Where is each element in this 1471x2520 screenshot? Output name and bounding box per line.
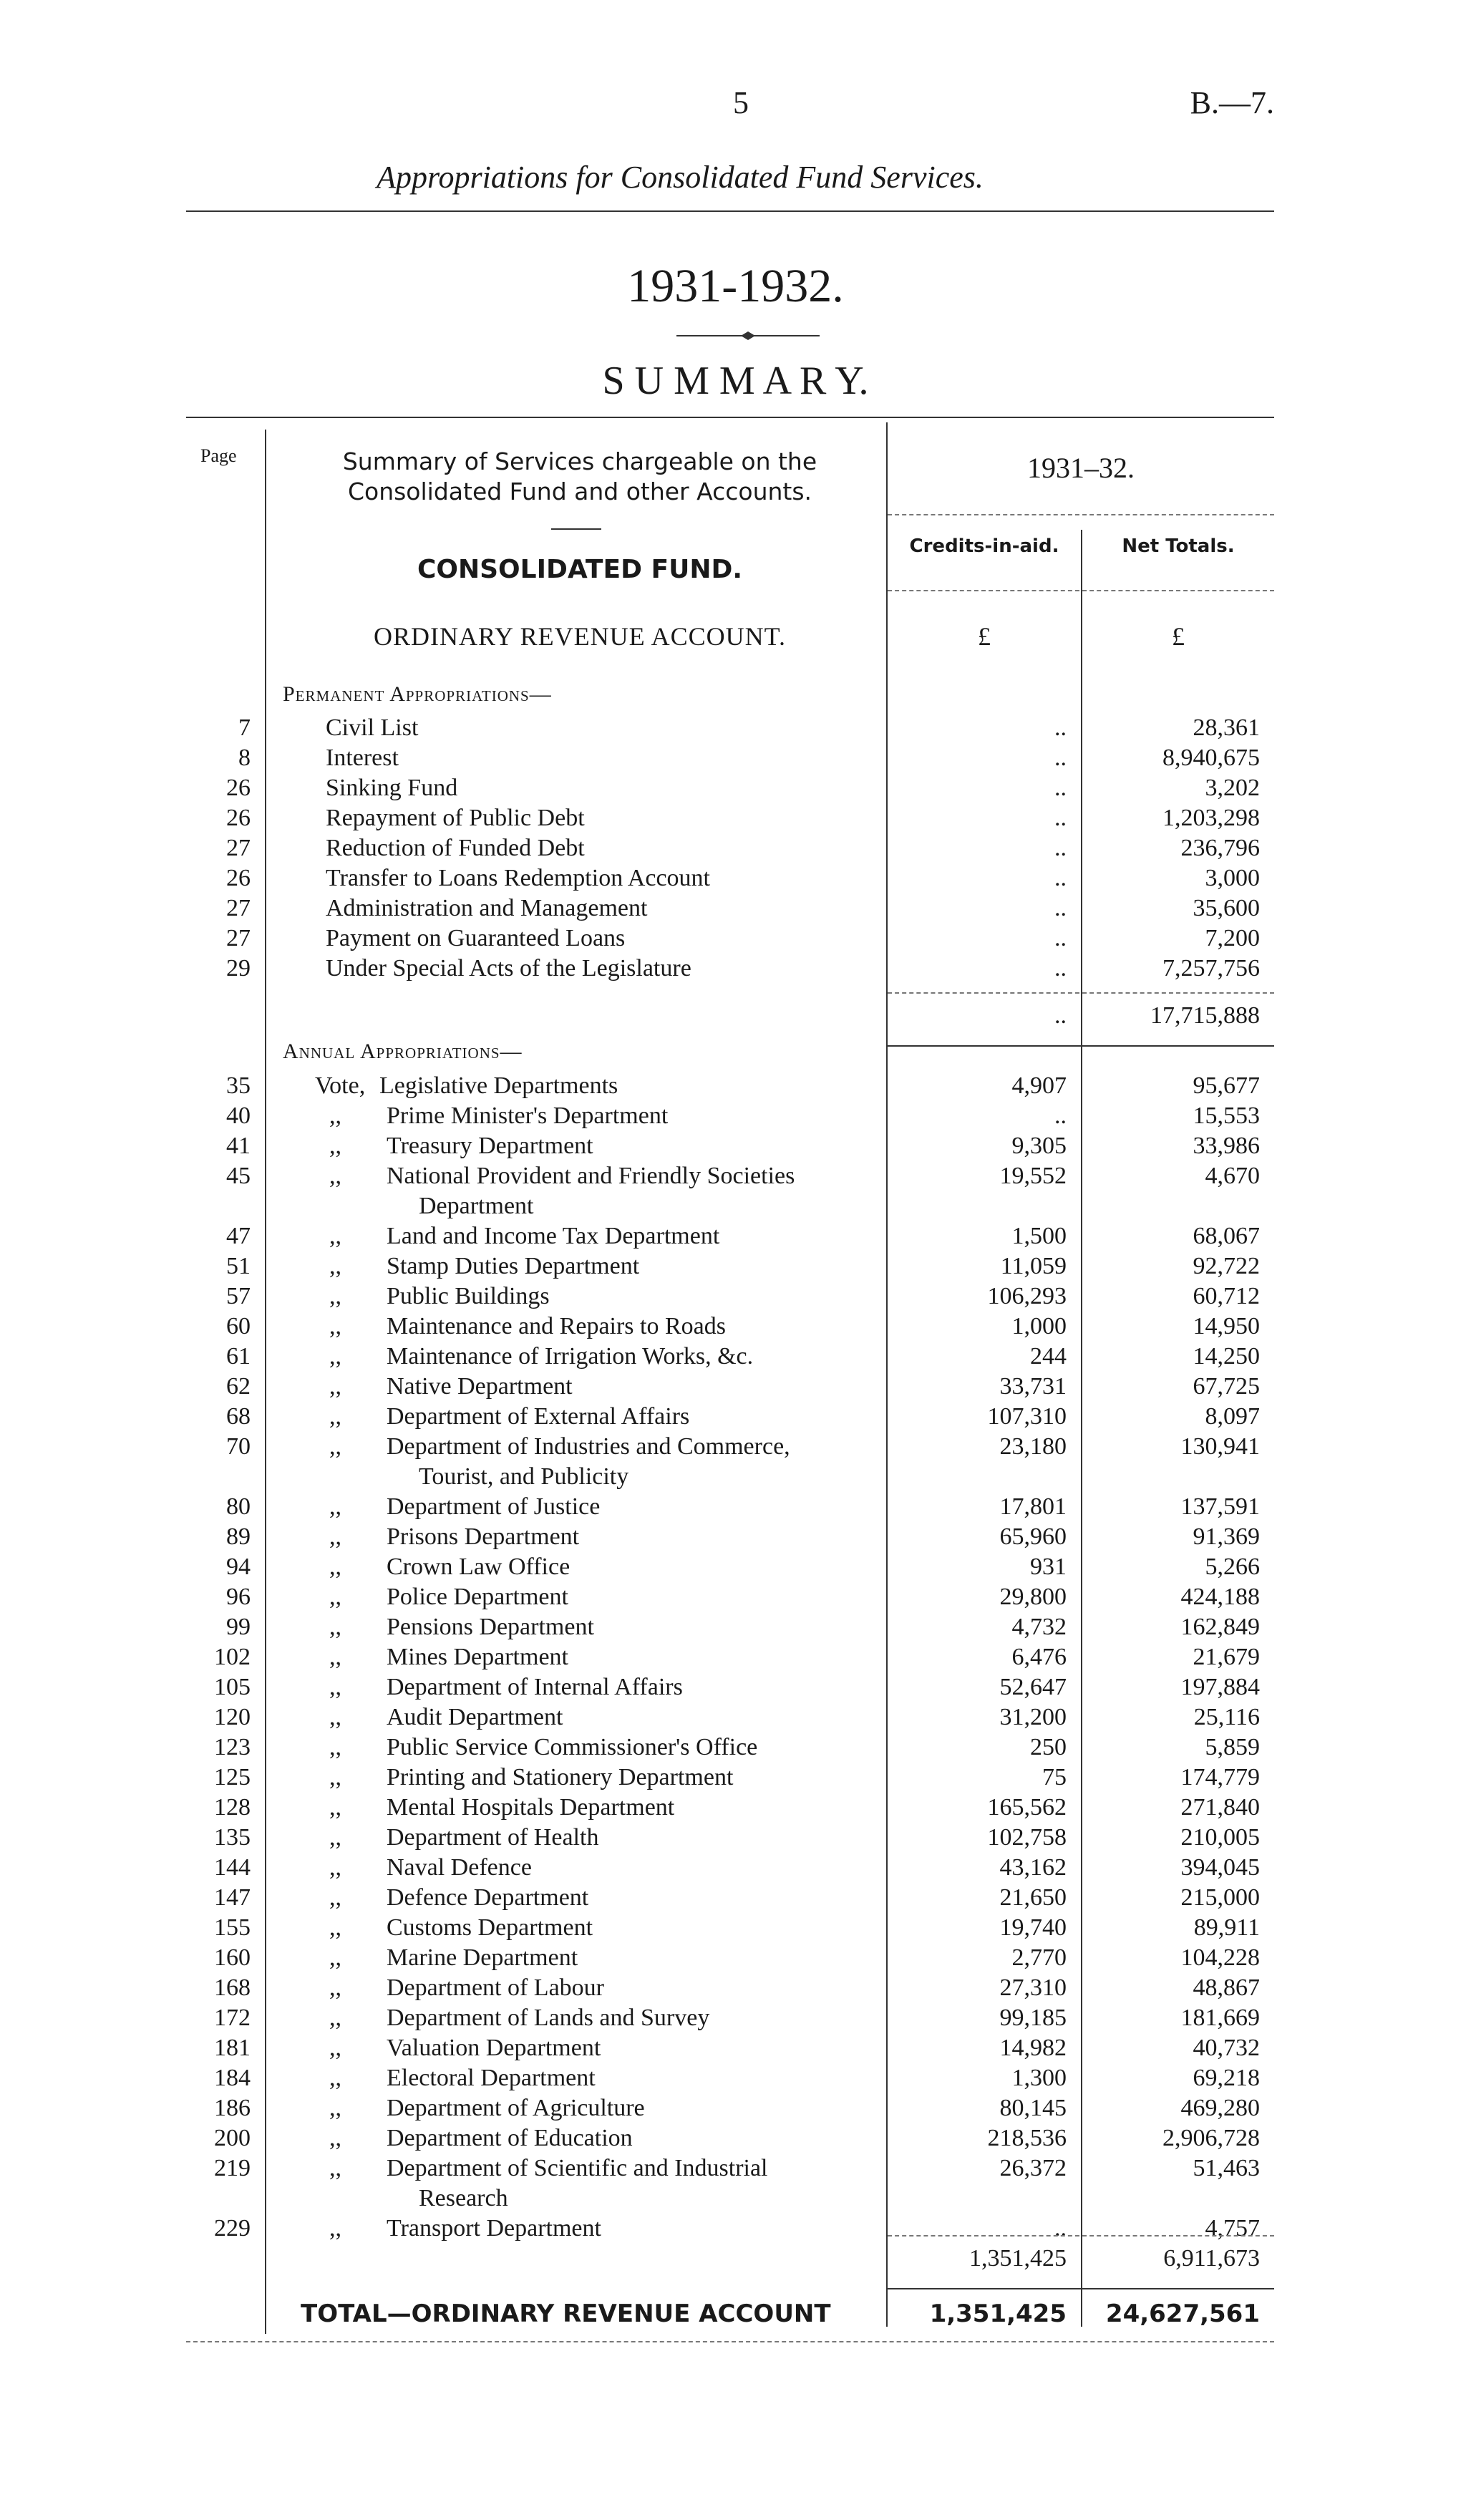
row-page-ref: 27 [226,895,251,921]
table-row [0,1853,1471,1883]
row-credits-in-aid: .. [1054,1102,1067,1129]
row-description-continuation: Tourist, and Publicity [419,1463,629,1490]
row-page-ref: 57 [226,1283,251,1309]
row-ditto-prefix: ,, [329,1584,341,1610]
row-description: Printing and Stationery Department [387,1764,734,1790]
row-ditto-prefix: ,, [329,1944,341,1971]
row-credits-in-aid: 21,650 [999,1884,1067,1911]
row-net-total: 130,941 [1180,1433,1260,1460]
row-page-ref: 168 [214,1974,251,2001]
table-row [0,1522,1471,1552]
row-credits-in-aid: 106,293 [987,1283,1067,1309]
row-credits-in-aid: 1,500 [1011,1223,1067,1249]
table-row [0,1702,1471,1732]
table-row [0,1582,1471,1612]
row-ditto-prefix: ,, [329,1133,341,1159]
row-description: Maintenance of Irrigation Works, &c. [387,1343,754,1370]
table-row [0,2033,1471,2063]
row-net-total: 21,679 [1193,1644,1260,1670]
row-net-total: 60,712 [1193,1283,1260,1309]
row-net-total: 424,188 [1180,1584,1260,1610]
row-page-ref: 155 [214,1914,251,1941]
row-page-ref: 94 [226,1554,251,1580]
table-row [0,1161,1471,1191]
row-net-total: 40,732 [1193,2035,1260,2061]
row-credits-in-aid: .. [1054,714,1067,741]
row-net-total: 5,266 [1205,1554,1260,1580]
row-net-total: 1,203,298 [1162,805,1260,831]
row-page-ref: 102 [214,1644,251,1670]
row-ditto-prefix: ,, [329,1253,341,1279]
row-credits-in-aid: 244 [1030,1343,1067,1370]
row-page-ref: 29 [226,955,251,982]
row-credits-in-aid: 80,145 [999,2095,1067,2121]
row-credits-in-aid: 931 [1030,1554,1067,1580]
year-heading: 1931–32. [1027,452,1135,484]
row-page-ref: 61 [226,1343,251,1370]
table-row [0,1552,1471,1582]
row-description: Civil List [326,714,419,741]
row-net-total: 67,725 [1193,1373,1260,1400]
row-description: Prisons Department [387,1523,580,1550]
row-page-ref: 186 [214,2095,251,2121]
table-row [0,954,1471,984]
permanent-subtotal-top-rule [888,992,1274,994]
row-description: Department of Scientific and Industrial [387,2155,768,2181]
row-page-ref: 160 [214,1944,251,1971]
row-net-total: 162,849 [1180,1614,1260,1640]
row-net-total: 89,911 [1193,1914,1260,1941]
row-net-total: 28,361 [1193,714,1260,741]
row-description: Department of Industries and Commerce, [387,1433,790,1460]
row-credits-in-aid: 1,300 [1011,2065,1067,2091]
row-ditto-prefix: ,, [329,1403,341,1430]
table-row [0,833,1471,863]
row-page-ref: 26 [226,805,251,831]
row-ditto-prefix: ,, [329,1523,341,1550]
table-row [0,2123,1471,2153]
table-row [0,1071,1471,1101]
table-row [0,2003,1471,2033]
row-description: Defence Department [387,1884,589,1911]
row-description: Treasury Department [387,1133,593,1159]
row-page-ref: 96 [226,1584,251,1610]
credits-heading: Credits-in-aid. [909,536,1059,557]
row-description: Prime Minister's Department [387,1102,669,1129]
row-page-ref: 184 [214,2065,251,2091]
net-currency: £ [1172,622,1185,651]
row-page-ref: 219 [214,2155,251,2181]
table-row [0,1793,1471,1823]
table-row [0,1281,1471,1312]
row-page-ref: 68 [226,1403,251,1430]
row-description: Valuation Department [387,2035,601,2061]
table-row [0,1823,1471,1853]
fund-heading: CONSOLIDATED FUND. [417,555,743,584]
row-credits-in-aid: 26,372 [999,2155,1067,2181]
row-page-ref: 181 [214,2035,251,2061]
grand-total-credits: 1,351,425 [929,2300,1067,2328]
row-description: Department of External Affairs [387,1403,690,1430]
row-description: Public Service Commissioner's Office [387,1734,758,1760]
row-page-ref: 200 [214,2125,251,2151]
table-row [0,1372,1471,1402]
row-net-total: 51,463 [1193,2155,1260,2181]
row-credits-in-aid: 4,732 [1011,1614,1067,1640]
row-description: Land and Income Tax Department [387,1223,720,1249]
row-description-continuation: Research [419,2185,508,2211]
row-description: Marine Department [387,1944,578,1971]
row-page-ref: 80 [226,1493,251,1520]
row-ditto-prefix: ,, [329,1313,341,1339]
annual-subtotal-credits: 1,351,425 [969,2245,1067,2272]
table-row [0,1312,1471,1342]
table-row-continuation [0,1191,1471,1221]
row-ditto-prefix: ,, [329,1223,341,1249]
permanent-appropriations-heading: Permanent Appropriations— [283,682,552,706]
row-net-total: 14,250 [1193,1343,1260,1370]
table-row [0,2153,1471,2184]
row-net-total: 394,045 [1180,1854,1260,1881]
row-credits-in-aid: 65,960 [999,1523,1067,1550]
row-page-ref: 172 [214,2005,251,2031]
credits-currency: £ [978,622,991,651]
row-ditto-prefix: ,, [329,1884,341,1911]
row-page-ref: 128 [214,1794,251,1821]
page-column-heading: Page [200,445,237,466]
row-description: Department of Agriculture [387,2095,645,2121]
row-credits-in-aid: .. [1054,835,1067,861]
row-credits-in-aid: 9,305 [1011,1133,1067,1159]
table-row [0,803,1471,833]
row-page-ref: 123 [214,1734,251,1760]
row-credits-in-aid: 218,536 [987,2125,1067,2151]
row-net-total: 3,000 [1205,865,1260,891]
row-description: Sinking Fund [326,775,458,801]
row-credits-in-aid: 107,310 [987,1403,1067,1430]
row-credits-in-aid: .. [1054,955,1067,982]
row-credits-in-aid: 75 [1042,1764,1067,1790]
row-description: Stamp Duties Department [387,1253,640,1279]
row-description: Legislative Departments [379,1072,618,1099]
row-net-total: 8,097 [1205,1403,1260,1430]
row-description: Crown Law Office [387,1554,571,1580]
row-credits-in-aid: .. [1054,805,1067,831]
grand-total-net: 24,627,561 [1105,2300,1260,2328]
row-ditto-prefix: ,, [329,2035,341,2061]
table-row [0,1943,1471,1973]
table-row [0,2063,1471,2093]
row-ditto-prefix: ,, [329,1614,341,1640]
row-ditto-prefix: Vote, [315,1072,366,1099]
row-page-ref: 27 [226,835,251,861]
row-net-total: 3,202 [1205,775,1260,801]
row-credits-in-aid: .. [1054,2215,1067,2242]
table-row [0,713,1471,743]
row-page-ref: 45 [226,1163,251,1189]
row-page-ref: 8 [238,745,251,771]
row-credits-in-aid: .. [1054,925,1067,951]
row-ditto-prefix: ,, [329,1373,341,1400]
row-credits-in-aid: 31,200 [999,1704,1067,1730]
row-credits-in-aid: 250 [1030,1734,1067,1760]
row-page-ref: 125 [214,1764,251,1790]
annual-subtotal-net: 6,911,673 [1163,2245,1260,2272]
table-row [0,1672,1471,1702]
summary-title: S U M M A R Y. [602,359,869,403]
row-ditto-prefix: ,, [329,2095,341,2121]
row-credits-in-aid: .. [1054,745,1067,771]
row-page-ref: 26 [226,865,251,891]
table-row [0,773,1471,803]
table-row [0,1612,1471,1642]
row-credits-in-aid: 33,731 [999,1373,1067,1400]
row-credits-in-aid: 29,800 [999,1584,1067,1610]
row-ditto-prefix: ,, [329,2005,341,2031]
row-page-ref: 47 [226,1223,251,1249]
row-ditto-prefix: ,, [329,2155,341,2181]
row-ditto-prefix: ,, [329,1914,341,1941]
row-net-total: 174,779 [1180,1764,1260,1790]
row-net-total: 14,950 [1193,1313,1260,1339]
grand-total-label: TOTAL—ORDINARY REVENUE ACCOUNT [301,2300,831,2328]
row-credits-in-aid: 43,162 [999,1854,1067,1881]
table-row [0,1492,1471,1522]
row-net-total: 197,884 [1180,1674,1260,1700]
row-credits-in-aid: 99,185 [999,2005,1067,2031]
row-page-ref: 51 [226,1253,251,1279]
row-credits-in-aid: 102,758 [987,1824,1067,1851]
row-ditto-prefix: ,, [329,1163,341,1189]
account-heading: ORDINARY REVENUE ACCOUNT. [373,622,786,651]
row-net-total: 181,669 [1180,2005,1260,2031]
row-description: Repayment of Public Debt [326,805,585,831]
row-ditto-prefix: ,, [329,1794,341,1821]
row-page-ref: 60 [226,1313,251,1339]
table-row [0,1763,1471,1793]
row-description: Under Special Acts of the Legislature [326,955,691,982]
row-page-ref: 229 [214,2215,251,2242]
table-row-continuation [0,2184,1471,2214]
row-net-total: 68,067 [1193,1223,1260,1249]
net-totals-heading: Net Totals. [1122,536,1235,557]
running-title: Appropriations for Consolidated Fund Services. [377,160,984,195]
table-row [0,863,1471,893]
row-ditto-prefix: ,, [329,2215,341,2242]
row-description: Audit Department [387,1704,563,1730]
row-net-total: 95,677 [1193,1072,1260,1099]
row-net-total: 4,670 [1205,1163,1260,1189]
row-credits-in-aid: .. [1054,775,1067,801]
row-ditto-prefix: ,, [329,1674,341,1700]
row-ditto-prefix: ,, [329,1854,341,1881]
row-ditto-prefix: ,, [329,1974,341,2001]
row-page-ref: 99 [226,1614,251,1640]
row-credits-in-aid: 6,476 [1011,1644,1067,1670]
row-net-total: 104,228 [1180,1944,1260,1971]
row-net-total: 4,757 [1205,2215,1260,2242]
row-ditto-prefix: ,, [329,1704,341,1730]
row-page-ref: 41 [226,1133,251,1159]
row-page-ref: 144 [214,1854,251,1881]
row-description: Mental Hospitals Department [387,1794,675,1821]
permanent-subtotal-credits: .. [1054,1002,1067,1029]
row-credits-in-aid: 19,740 [999,1914,1067,1941]
row-description: Mines Department [387,1644,568,1670]
row-page-ref: 62 [226,1373,251,1400]
row-page-ref: 147 [214,1884,251,1911]
row-ditto-prefix: ,, [329,1102,341,1129]
row-credits-in-aid: 17,801 [999,1493,1067,1520]
table-row [0,2093,1471,2123]
row-net-total: 91,369 [1193,1523,1260,1550]
table-row [0,893,1471,924]
row-net-total: 210,005 [1180,1824,1260,1851]
table-row [0,1432,1471,1462]
row-ditto-prefix: ,, [329,1644,341,1670]
row-description: Administration and Management [326,895,648,921]
row-description: Department of Education [387,2125,633,2151]
row-net-total: 25,116 [1193,1704,1260,1730]
table-row [0,1101,1471,1131]
row-description: Department of Internal Affairs [387,1674,683,1700]
table-row-continuation [0,1462,1471,1492]
row-ditto-prefix: ,, [329,1824,341,1851]
row-ditto-prefix: ,, [329,1764,341,1790]
permanent-subtotal-net: 17,715,888 [1150,1002,1260,1029]
row-net-total: 7,257,756 [1162,955,1260,982]
row-credits-in-aid: 2,770 [1011,1944,1067,1971]
row-description-continuation: Department [419,1193,534,1219]
row-net-total: 5,859 [1205,1734,1260,1760]
table-row [0,1131,1471,1161]
year-title: 1931-1932. [627,260,844,312]
row-description: Reduction of Funded Debt [326,835,585,861]
row-description: National Provident and Friendly Societies [387,1163,795,1189]
table-row [0,1221,1471,1251]
row-description: Naval Defence [387,1854,532,1881]
row-page-ref: 27 [226,925,251,951]
table-row [0,1913,1471,1943]
row-ditto-prefix: ,, [329,1493,341,1520]
row-credits-in-aid: 14,982 [999,2035,1067,2061]
row-description: Public Buildings [387,1283,550,1309]
row-credits-in-aid: 4,907 [1011,1072,1067,1099]
row-ditto-prefix: ,, [329,1734,341,1760]
row-net-total: 48,867 [1193,1974,1260,2001]
row-page-ref: 70 [226,1433,251,1460]
row-description: Department of Lands and Survey [387,2005,710,2031]
row-net-total: 8,940,675 [1162,745,1260,771]
row-credits-in-aid: 19,552 [999,1163,1067,1189]
row-net-total: 236,796 [1180,835,1260,861]
row-page-ref: 135 [214,1824,251,1851]
row-description: Transfer to Loans Redemption Account [326,865,710,891]
row-ditto-prefix: ,, [329,1433,341,1460]
permanent-subtotal-bottom-rule [888,1045,1274,1047]
row-net-total: 92,722 [1193,1253,1260,1279]
table-row [0,2214,1471,2244]
table-row [0,1883,1471,1913]
row-ditto-prefix: ,, [329,1283,341,1309]
row-page-ref: 35 [226,1072,251,1099]
row-net-total: 15,553 [1193,1102,1260,1129]
table-row [0,1732,1471,1763]
row-description: Police Department [387,1584,568,1610]
row-net-total: 69,218 [1193,2065,1260,2091]
table-row [0,1402,1471,1432]
page-number: 5 [733,85,749,120]
row-net-total: 33,986 [1193,1133,1260,1159]
row-net-total: 2,906,728 [1162,2125,1260,2151]
document-reference: B.—7. [1190,85,1274,120]
row-description: Transport Department [387,2215,601,2242]
row-credits-in-aid: 27,310 [999,1974,1067,2001]
table-row [0,1251,1471,1281]
row-net-total: 271,840 [1180,1794,1260,1821]
annual-subtotal-bottom-rule [888,2288,1274,2289]
row-description: Electoral Department [387,2065,596,2091]
row-credits-in-aid: 1,000 [1011,1313,1067,1339]
row-description: Native Department [387,1373,573,1400]
row-description: Customs Department [387,1914,593,1941]
row-credits-in-aid: 23,180 [999,1433,1067,1460]
row-net-total: 137,591 [1180,1493,1260,1520]
row-description: Payment on Guaranteed Loans [326,925,626,951]
row-page-ref: 40 [226,1102,251,1129]
row-description: Maintenance and Repairs to Roads [387,1313,726,1339]
row-page-ref: 7 [238,714,251,741]
table-row [0,1973,1471,2003]
row-net-total: 35,600 [1193,895,1260,921]
table-row [0,1642,1471,1672]
row-page-ref: 120 [214,1704,251,1730]
row-credits-in-aid: 165,562 [987,1794,1067,1821]
row-description: Department of Health [387,1824,599,1851]
row-page-ref: 105 [214,1674,251,1700]
table-row [0,924,1471,954]
row-description: Interest [326,745,399,771]
row-page-ref: 26 [226,775,251,801]
row-description: Pensions Department [387,1614,594,1640]
row-net-total: 7,200 [1205,925,1260,951]
row-ditto-prefix: ,, [329,1554,341,1580]
row-credits-in-aid: 52,647 [999,1674,1067,1700]
row-description: Department of Labour [387,1974,604,2001]
row-credits-in-aid: .. [1054,865,1067,891]
table-row [0,1342,1471,1372]
row-credits-in-aid: .. [1054,895,1067,921]
row-ditto-prefix: ,, [329,2125,341,2151]
annual-subtotal-top-rule [888,2235,1274,2236]
row-ditto-prefix: ,, [329,2065,341,2091]
table-row [0,743,1471,773]
row-net-total: 215,000 [1180,1884,1260,1911]
row-net-total: 469,280 [1180,2095,1260,2121]
description-heading: Summary of Services chargeable on the Consolidated Fund and other Accounts. [342,447,817,505]
row-credits-in-aid: 11,059 [1000,1253,1067,1279]
row-description: Department of Justice [387,1493,601,1520]
annual-appropriations-heading: Annual Appropriations— [283,1040,523,1063]
row-ditto-prefix: ,, [329,1343,341,1370]
row-page-ref: 89 [226,1523,251,1550]
